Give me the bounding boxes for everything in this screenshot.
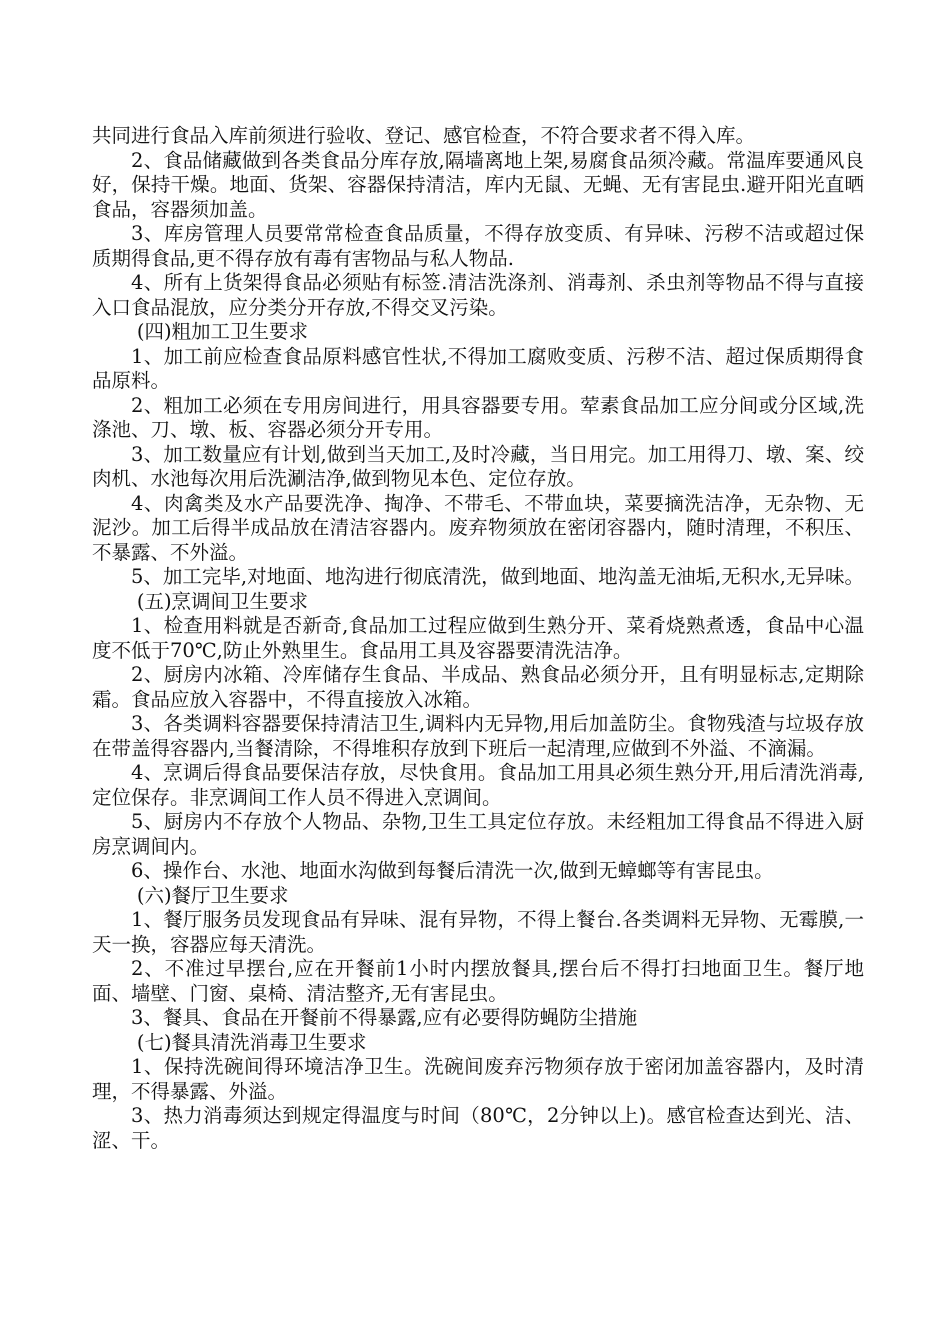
paragraph-rough-1: 1、加工前应检查食品原料感官性状,不得加工腐败变质、污秽不洁、超过保质期得食品原料。: [92, 344, 864, 392]
paragraph-storage-2: 2、食品储藏做到各类食品分库存放,隔墙离地上架,易腐食品须冷藏。常温库要通风良好，保持干燥。地面、货架、容器保持清洁，库内无鼠、无蝇、无有害昆虫.避开阳光直晒食品，容器须加盖。: [92, 148, 864, 221]
paragraph-cooking-6: 6、操作台、水池、地面水沟做到每餐后清洗一次,做到无蟑螂等有害昆虫。: [131, 859, 774, 882]
section-heading-rough-processing: (四)粗加工卫生要求: [136, 320, 309, 343]
paragraph-rough-4: 4、肉禽类及水产品要洗净、掏净、不带毛、不带血块，菜要摘洗洁净，无杂物、无泥沙。加工后得半成品放在清洁容器内。废弃物须放在密闭容器内，随时清理，不积压、不暴露、不外溢。: [92, 491, 864, 564]
document-page: [92, 124, 864, 1153]
paragraph-dining-3: 3、餐具、食品在开餐前不得暴露,应有必要得防蝇防尘措施: [131, 1006, 638, 1029]
paragraph-tableware-3: 3、热力消毒须达到规定得温度与时间（80℃，2分钟以上)。感官检查达到光、洁、涩、干。: [92, 1104, 864, 1152]
paragraph-cooking-5: 5、厨房内不存放个人物品、杂物,卫生工具定位存放。未经粗加工得食品不得进入厨房烹调间内。: [92, 810, 864, 858]
paragraph-intake-inspection: 共同进行食品入库前须进行验收、登记、感官检查，不符合要求者不得入库。: [92, 124, 756, 147]
paragraph-rough-5: 5、加工完毕,对地面、地沟进行彻底清洗，做到地面、地沟盖无油垢,无积水,无异味。: [131, 565, 865, 588]
paragraph-cooking-4: 4、烹调后得食品要保洁存放，尽快食用。食品加工用具必须生熟分开,用后清洗消毒,定位保存。非烹调间工作人员不得进入烹调间。: [92, 761, 864, 809]
paragraph-cooking-2: 2、厨房内冰箱、冷库储存生食品、半成品、熟食品必须分开，且有明显标志,定期除霜。食品应放入容器中，不得直接放入冰箱。: [92, 663, 864, 711]
section-heading-cooking-room: (五)烹调间卫生要求: [136, 589, 309, 613]
paragraph-cooking-3: 3、各类调料容器要保持清洁卫生,调料内无异物,用后加盖防尘。食物残渣与垃圾存放在带盖得容器内,当餐清除，不得堆积存放到下班后一起清理,应做到不外溢、不滴漏。: [92, 712, 864, 760]
section-heading-dining-hall: (六)餐厅卫生要求: [136, 883, 289, 907]
paragraph-dining-2: 2、不准过早摆台,应在开餐前1小时内摆放餐具,摆台后不得打扫地面卫生。餐厅地面、墙壁、门窗、桌椅、清洁整齐,无有害昆虫。: [92, 957, 864, 1005]
paragraph-dining-1: 1、餐厅服务员发现食品有异味、混有异物，不得上餐台.各类调料无异物、无霉膜,一天一换，容器应每天清洗。: [92, 908, 864, 956]
paragraph-rough-3: 3、加工数量应有计划,做到当天加工,及时冷藏，当日用完。加工用得刀、墩、案、绞肉机、水池每次用后洗涮洁净,做到物见本色、定位存放。: [92, 442, 864, 490]
paragraph-storage-4: 4、所有上货架得食品必须贴有标签.清洁洗涤剂、消毒剂、杀虫剂等物品不得与直接入口食品混放，应分类分开存放,不得交叉污染。: [92, 271, 864, 319]
paragraph-storage-3: 3、库房管理人员要常常检查食品质量，不得存放变质、有异味、污秽不洁或超过保质期得食品,更不得存放有毒有害物品与私人物品.: [92, 222, 864, 270]
section-heading-tableware-cleaning: (七)餐具清洗消毒卫生要求: [136, 1030, 367, 1054]
paragraph-tableware-1: 1、保持洗碗间得环境洁净卫生。洗碗间废弃污物须存放于密闭加盖容器内，及时清理，不得暴露、外溢。: [92, 1055, 864, 1103]
paragraph-rough-2: 2、粗加工必须在专用房间进行，用具容器要专用。荤素食品加工应分间或分区域,洗涤池、刀、墩、板、容器必须分开专用。: [92, 393, 864, 441]
paragraph-cooking-1: 1、检查用料就是否新奇,食品加工过程应做到生熟分开、菜肴烧熟煮透，食品中心温度不低于70℃,防止外熟里生。食品用工具及容器要清洗洁净。: [92, 614, 864, 662]
